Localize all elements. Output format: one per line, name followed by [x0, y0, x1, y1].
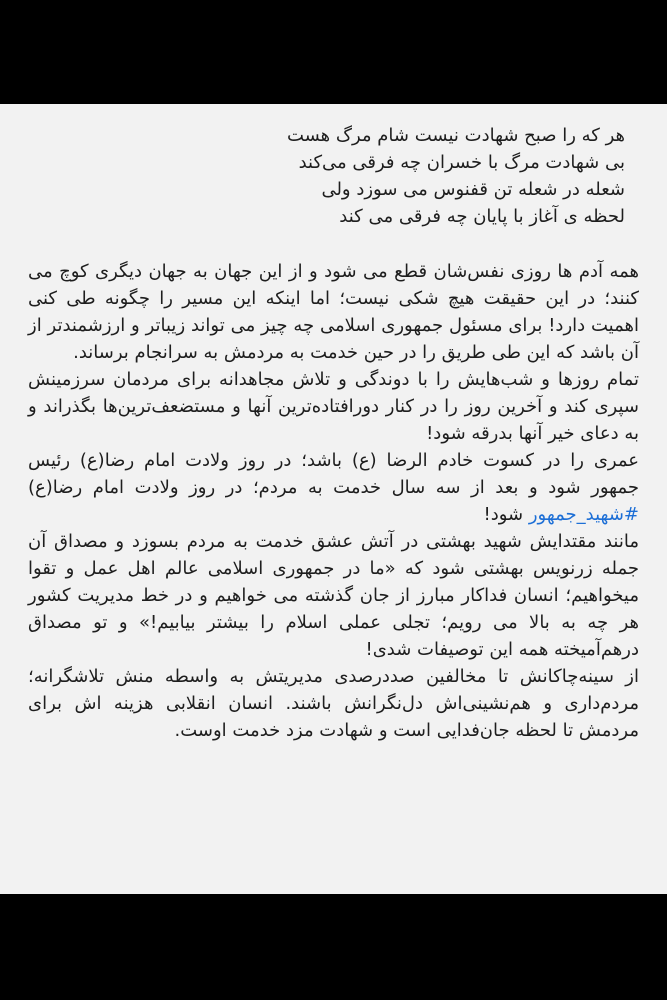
- text-document: [0, 104, 667, 894]
- poem-line-3: شعله در شعله تن قفنوس می سوزد ولی: [321, 179, 625, 200]
- hashtag-link[interactable]: #شهید_جمهور: [528, 504, 639, 525]
- poem-line-1: هر که را صبح شهادت نیست شام مرگ هست: [286, 125, 625, 146]
- text-column: [28, 122, 639, 744]
- poem: [28, 122, 639, 230]
- paragraph-3-text-end: شود!: [483, 504, 529, 525]
- paragraph-4: مانند مقتدایش شهید بهشتی در آتش عشق خدمت به مردم بسوزد و مصداق آن جمله زرنویس بهشتی شود که «ما در جمهوری اسلامی عالم اهل عمل و تقوا میخواهیم؛ انسان فداکار مبارز از جان گذشته می خواهیم و در خط مدیریت کشور هر چه به بالا می رویم؛ تجلی عملی اسلام را بیشتر بیابیم!» و تو مصداق درهم‌آمیخته همه این توصیفات شدی!: [28, 531, 639, 660]
- cropped-bottom-edge: [0, 880, 667, 894]
- paragraph-3-text-start: عمری را در کسوت خادم الرضا (ع) باشد؛ در روز ولادت امام رضا(ع) رئیس جمهور شود و بعد از سه سال خدمت به مردم؛ در روز ولادت امام رضا(ع): [28, 450, 639, 498]
- paragraph-3: [28, 447, 639, 528]
- paragraph-2: تمام روزها و شب‌هایش را با دوندگی و تلاش مجاهدانه برای مردمان سرزمینش سپری کند و آخرین روز را در کنار دورافتاده‌ترین آنها و مستضعف‌ترین‌ها بگذراند و به دعای خیر آنها بدرقه شود!: [28, 369, 639, 444]
- poem-line-2: بی شهادت مرگ با خسران چه فرقی می‌کند: [298, 152, 625, 173]
- paragraph-5: از سینه‌چاکانش تا مخالفین صددرصدی مدیریتش به واسطه منش تلاشگرانه؛ مردم‌داری و هم‌نشینی‌اش دل‌نگرانش باشند. انسان انقلابی هزینه اش برای مردمش تا لحظه جان‌فدایی است و شهادت مزد خدمت اوست.: [28, 666, 639, 741]
- paragraph-1: همه آدم ها روزی نفس‌شان قطع می شود و از این جهان به جهان دیگری کوچ می کنند؛ در این حقیقت هیچ شکی نیست؛ اما اینکه این مسیر را چگونه طی کنی اهمیت دارد! برای مسئول جمهوری اسلامی چه چیز می تواند زیباتر و ارزشمندتر از آن باشد که این طی طریق را در حین خدمت به مردمش به سرانجام برساند.: [28, 261, 639, 363]
- poem-line-4: لحظه ی آغاز با پایان چه فرقی می کند: [339, 206, 625, 227]
